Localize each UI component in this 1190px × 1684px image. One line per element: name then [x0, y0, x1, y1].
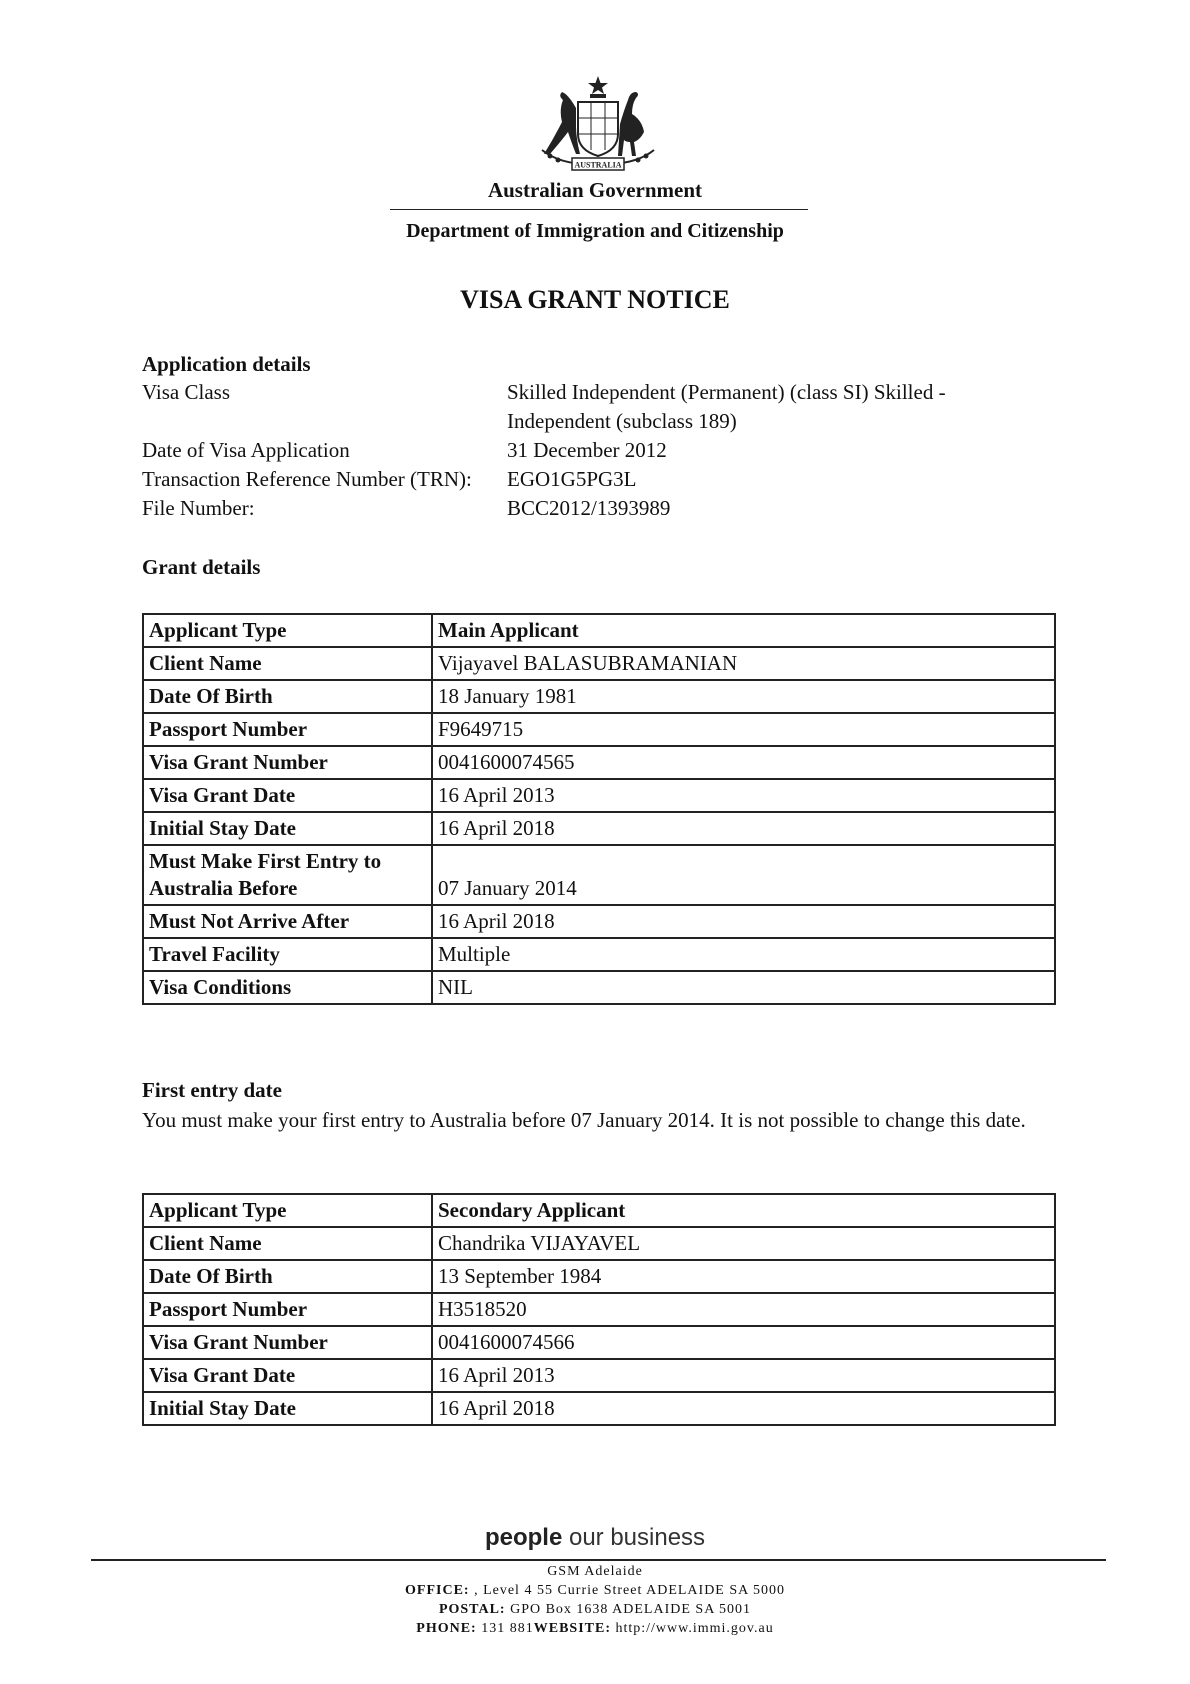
footer-tagline: people our business [484, 1524, 706, 1551]
main-applicant-table [142, 613, 1056, 1005]
page-title: VISA GRANT NOTICE [460, 285, 730, 314]
footer-postal: POSTAL: GPO Box 1638 ADELAIDE SA 5001 [438, 1602, 752, 1617]
visa-class-label: Visa Class [142, 380, 230, 404]
table-row: Client Name Vijayavel BALASUBRAMANIAN [143, 647, 1055, 680]
table-row: Visa Grant Date 16 April 2013 [143, 779, 1055, 812]
department-title: Department of Immigration and Citizenship [406, 220, 784, 242]
table-row: Applicant Type Secondary Applicant [143, 1194, 1055, 1227]
file-number-label: File Number: [142, 496, 255, 520]
table-row: Date Of Birth 18 January 1981 [143, 680, 1055, 713]
table-row: Visa Conditions NIL [143, 971, 1055, 1004]
visa-class-value: Skilled Independent (Permanent) (class SI) Skilled - Independent (subclass 189) [507, 380, 946, 433]
application-details-heading: Application details [142, 352, 311, 376]
footer-office: OFFICE: , Level 4 55 Currie Street ADELAIDE SA 5000 [405, 1583, 785, 1598]
secondary-applicant-table [142, 1193, 1056, 1426]
title-divider [390, 209, 808, 210]
footer-office-name: GSM Adelaide [547, 1564, 643, 1579]
website-link[interactable]: http://www.immi.gov.au [610, 1621, 774, 1636]
government-title: Australian Government [487, 178, 703, 202]
footer-contact: PHONE: 131 881WEBSITE: http://www.immi.gov.au [416, 1621, 774, 1636]
coat-of-arms-icon [532, 74, 664, 174]
first-entry-heading: First entry date [142, 1078, 282, 1102]
table-row: Passport Number F9649715 [143, 713, 1055, 746]
table-row: Client Name Chandrika VIJAYAVEL [143, 1227, 1055, 1260]
table-row: Visa Grant Number 0041600074565 [143, 746, 1055, 779]
table-row: Date Of Birth 13 September 1984 [143, 1260, 1055, 1293]
table-row: Must Not Arrive After 16 April 2018 [143, 905, 1055, 938]
application-date-label: Date of Visa Application [142, 438, 350, 462]
table-row: Travel Facility Multiple [143, 938, 1055, 971]
table-row: Visa Grant Date 16 April 2013 [143, 1359, 1055, 1392]
table-row: Visa Grant Number 0041600074566 [143, 1326, 1055, 1359]
footer-divider [91, 1559, 1106, 1561]
table-row: Initial Stay Date 16 April 2018 [143, 812, 1055, 845]
svg-text:AUSTRALIA: AUSTRALIA [574, 160, 622, 170]
table-row: Passport Number H3518520 [143, 1293, 1055, 1326]
table-row: Must Make First Entry to Australia Before 07 January 2014 [143, 845, 1055, 905]
first-entry-text: You must make your first entry to Australia before 07 January 2014. It is not possible to change this date. [142, 1108, 1026, 1132]
trn-value: EGO1G5PG3L [507, 467, 637, 491]
grant-details-heading: Grant details [142, 555, 261, 579]
application-date-value: 31 December 2012 [507, 438, 667, 462]
trn-label: Transaction Reference Number (TRN): [142, 467, 472, 491]
table-row: Initial Stay Date 16 April 2018 [143, 1392, 1055, 1425]
table-row: Applicant Type Main Applicant [143, 614, 1055, 647]
file-number-value: BCC2012/1393989 [507, 496, 671, 520]
